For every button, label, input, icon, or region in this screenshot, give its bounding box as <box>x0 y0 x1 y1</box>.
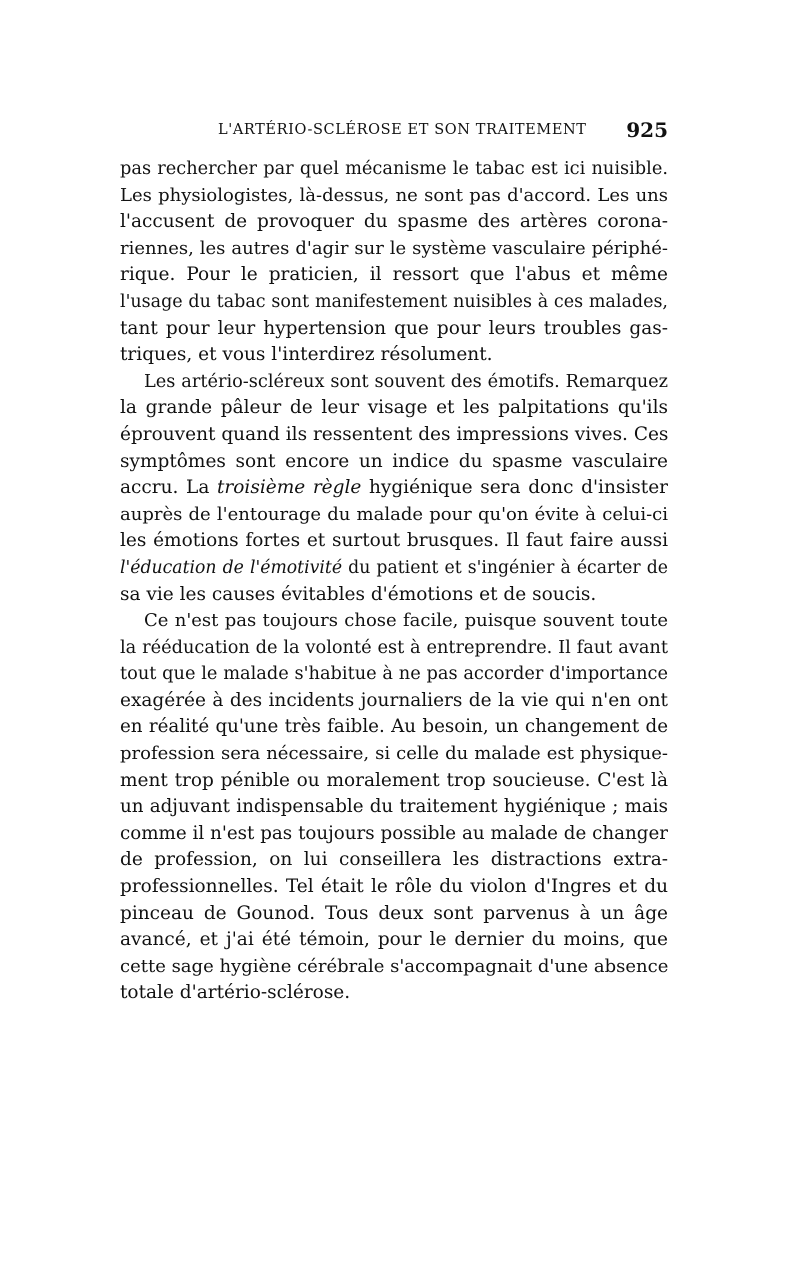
text-line: en réalité qu'une très faible. Au besoin, un changement de <box>120 716 668 738</box>
text-line: pinceau de Gounod. Tous deux sont parvenus à un âge <box>120 902 668 924</box>
text-line: profession sera nécessaire, si celle du malade est physique- <box>120 743 668 765</box>
text-line: la rééducation de la volonté est à entreprendre. Il faut avant <box>120 637 668 658</box>
text-line: symptômes sont encore un indice du spasme vasculaire <box>120 450 668 472</box>
text-line: Les artério-scléreux sont souvent des émotifs. Remarquez <box>144 371 668 392</box>
text-line: l'usage du tabac sont manifestement nuisibles à ces malades, <box>120 291 668 312</box>
text-line: triques, et vous l'interdirez résolument. <box>120 344 493 366</box>
text-line: tout que le malade s'habitue à ne pas accorder d'importance <box>120 664 668 685</box>
text-line: un adjuvant indispensable du traitement hygiénique ; mais <box>120 796 668 818</box>
text-line: rique. Pour le praticien, il ressort que l'abus et même <box>120 264 668 286</box>
text-line: professionnelles. Tel était le rôle du violon d'Ingres et du <box>120 876 668 898</box>
text-line: sa vie les causes évitables d'émotions et de soucis. <box>120 583 597 605</box>
running-title: L'ARTÉRIO-SCLÉROSE ET SON TRAITEMENT <box>218 122 587 138</box>
page-body <box>120 156 668 1007</box>
text-line: Ce n'est pas toujours chose facile, puisque souvent toute <box>144 610 668 632</box>
text-line: Les physiologistes, là-dessus, ne sont pas d'accord. Les uns <box>120 184 668 206</box>
text-line: éprouvent quand ils ressentent des impressions vives. Ces <box>120 423 669 445</box>
page-header <box>120 120 668 150</box>
text-line: ment trop pénible ou moralement trop soucieuse. C'est là <box>120 769 668 791</box>
text-segment: accru. La <box>120 477 217 499</box>
text-line: de profession, on lui conseillera les distractions extra- <box>120 849 668 871</box>
text-line: cette sage hygiène cérébrale s'accompagnait d'une absence <box>120 955 669 977</box>
italic-phrase: troisième règle <box>217 477 362 499</box>
text-line: riennes, les autres d'agir sur le système vasculaire périphé- <box>120 237 668 259</box>
text-line: comme il n'est pas toujours possible au malade de changer <box>120 822 668 844</box>
text-line: l'accusent de provoquer du spasme des artères corona- <box>120 211 668 233</box>
text-segment: du patient et s'ingénier à écarter de <box>342 557 668 578</box>
text-line: les émotions fortes et surtout brusques. Il faut faire aussi <box>120 530 668 552</box>
text-line: avancé, et j'ai été témoin, pour le dernier du moins, que <box>120 929 668 951</box>
text-line: auprès de l'entourage du malade pour qu'on évite à celui-ci <box>120 503 668 525</box>
text-line <box>120 555 668 582</box>
text-line <box>120 475 668 502</box>
page-number: 925 <box>626 118 668 142</box>
italic-phrase: l'éducation de l'émotivité <box>120 557 343 578</box>
text-segment: hygiénique sera donc d'insister <box>361 477 668 499</box>
text-line: totale d'artério-sclérose. <box>120 982 351 1004</box>
text-line: pas rechercher par quel mécanisme le tabac est ici nuisible. <box>120 159 668 179</box>
text-line: tant pour leur hypertension que pour leurs troubles gas- <box>120 317 668 339</box>
text-line: exagérée à des incidents journaliers de la vie qui n'en ont <box>120 689 668 711</box>
text-line: la grande pâleur de leur visage et les palpitations qu'ils <box>120 397 668 419</box>
